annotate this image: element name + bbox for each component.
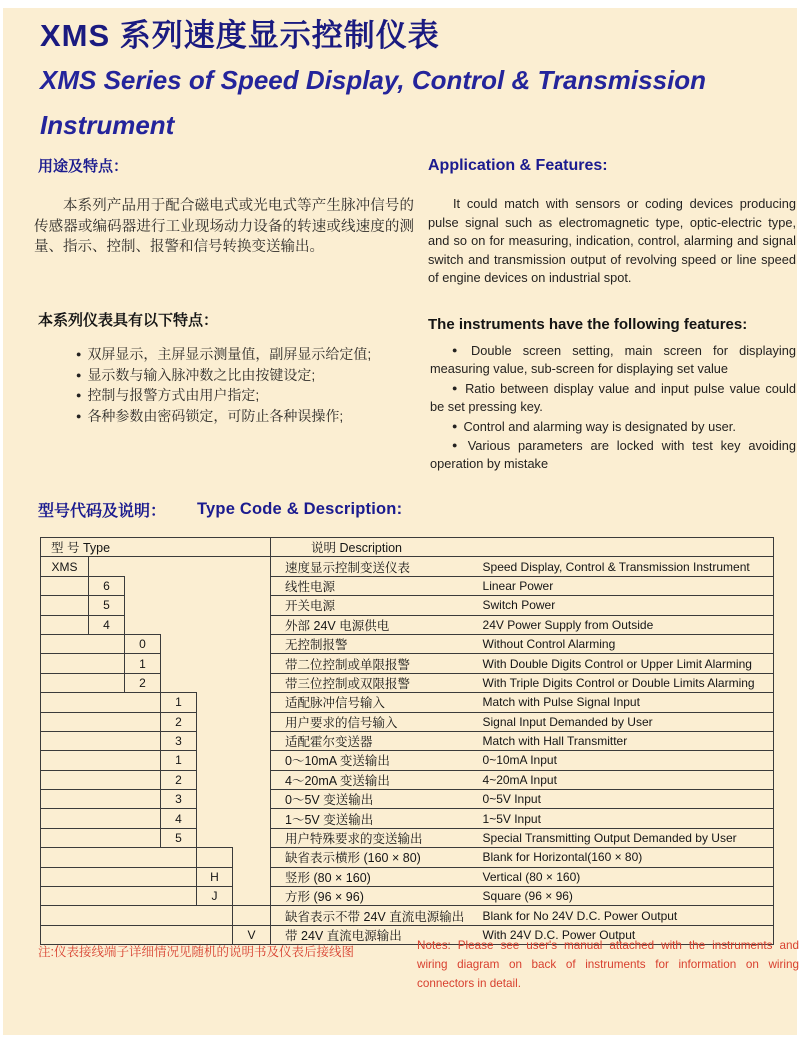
description-zh-cell: 缺省表示横形 (160 × 80) [271,848,481,867]
feature-item-zh [76,385,416,406]
type-table-header-row [41,538,774,557]
type-ladder-cell [161,576,197,595]
type-ladder-cell [41,615,89,634]
type-table-row [41,693,774,712]
type-ladder-cell [161,634,197,653]
type-ladder-cell [89,790,125,809]
type-ladder-cell [161,906,197,925]
type-code-table [40,537,774,945]
description-en-cell: 24V Power Supply from Outside [481,615,774,634]
description-en-cell: Match with Pulse Signal Input [481,693,774,712]
type-ladder-cell [125,751,161,770]
description-en-cell: Signal Input Demanded by User [481,712,774,731]
feature-item-text: 显示数与输入脉冲数之比由按键设定; [87,366,316,383]
type-ladder-cell [41,848,89,867]
description-en-cell: With Triple Digits Control or Double Limits Alarming [481,673,774,692]
type-code-cell: 2 [161,712,197,731]
type-ladder-cell [89,712,125,731]
type-ladder-cell [41,828,89,847]
description-column-header: 说明 Description [271,538,774,557]
bullet-icon: ● [452,420,458,431]
type-ladder-cell [233,557,271,576]
type-ladder-cell [89,867,125,886]
type-ladder-cell [125,731,161,750]
description-zh-cell: 缺省表示不带 24V 直流电源输出 [271,906,481,925]
type-ladder-cell [89,557,125,576]
type-ladder-cell [125,557,161,576]
description-en-cell: 1~5V Input [481,809,774,828]
type-ladder-cell [233,790,271,809]
type-code-cell: 0 [125,634,161,653]
description-en-cell: With 24V D.C. Power Output [481,925,774,944]
description-en-cell: Speed Display, Control & Transmission Instrument [481,557,774,576]
features-heading-en: The instruments have the following features: [428,316,748,333]
type-ladder-cell [41,654,89,673]
type-ladder-cell [125,596,161,615]
type-code-cell: 1 [161,693,197,712]
feature-item-zh [76,365,416,386]
type-ladder-cell [125,790,161,809]
type-ladder-cell [161,887,197,906]
description-en-cell: Blank for No 24V D.C. Power Output [481,906,774,925]
type-table-row [41,790,774,809]
type-code-cell: XMS [41,557,89,576]
type-ladder-cell [89,809,125,828]
type-ladder-cell [41,751,89,770]
note-zh: 注:仪表接线端子详细情况见随机的说明书及仪表后接线图 [38,945,354,959]
feature-item-zh [76,406,416,427]
bullet-icon: ● [76,349,82,359]
type-table-row [41,654,774,673]
type-ladder-cell [125,576,161,595]
page-title-zh: XMS 系列速度显示控制仪表 [40,18,440,53]
type-ladder-cell [233,634,271,653]
type-ladder-cell [41,634,89,653]
type-ladder-cell [233,809,271,828]
type-ladder-cell [125,848,161,867]
type-ladder-cell [197,809,233,828]
type-ladder-cell [233,615,271,634]
type-ladder-cell [161,557,197,576]
type-ladder-cell [125,887,161,906]
type-code-cell: 2 [125,673,161,692]
type-ladder-cell [233,712,271,731]
description-en-cell: Without Control Alarming [481,634,774,653]
description-zh-cell: 开关电源 [271,596,481,615]
description-zh-cell: 速度显示控制变送仪表 [271,557,481,576]
type-ladder-cell [233,770,271,789]
type-ladder-cell [41,770,89,789]
description-en-cell: Square (96 × 96) [481,887,774,906]
type-ladder-cell [89,731,125,750]
type-table-row [41,751,774,770]
type-ladder-cell [89,887,125,906]
type-table-row [41,673,774,692]
page-title-en: XMS Series of Speed Display, Control & Transmission Instrument [40,65,707,140]
type-code-cell: 4 [161,809,197,828]
purpose-heading-zh: 用途及特点： [38,158,129,175]
bullet-icon: ● [452,345,466,355]
type-table-row [41,809,774,828]
type-ladder-cell [233,887,271,906]
description-zh-cell: 方形 (96 × 96) [271,887,481,906]
type-ladder-cell [197,731,233,750]
type-ladder-cell [89,654,125,673]
bullet-icon: ● [452,440,462,451]
type-ladder-cell [233,867,271,886]
type-code-cell: 4 [89,615,125,634]
type-ladder-cell [125,867,161,886]
type-ladder-cell [197,615,233,634]
description-zh-cell: 竖形 (80 × 160) [271,867,481,886]
type-code-cell: 2 [161,770,197,789]
type-column-header: 型 号 Type [41,538,271,557]
type-ladder-cell [197,673,233,692]
bullet-icon: ● [76,369,82,380]
type-code-cell [197,848,233,867]
feature-item-zh [76,344,416,365]
type-table-row [41,634,774,653]
typecode-heading-en: Type Code & Description: [197,500,403,518]
type-table-row [41,731,774,750]
description-zh-cell: 带三位控制或双限报警 [271,673,481,692]
type-ladder-cell [89,751,125,770]
type-ladder-cell [125,828,161,847]
description-en-cell: Blank for Horizontal(160 × 80) [481,848,774,867]
description-zh-cell: 带 24V 直流电源输出 [271,925,481,944]
description-zh-cell: 无控制报警 [271,634,481,653]
note-en: Notes: Please see user's manual attached with the instruments and wiring diagram on back of instruments for information on wiring connectors in detail. [417,939,799,990]
typecode-heading-zh: 型号代码及说明： [38,503,167,520]
type-ladder-cell [161,867,197,886]
type-table-row [41,887,774,906]
description-zh-cell: 线性电源 [271,576,481,595]
type-ladder-cell [197,828,233,847]
feature-item-text: 控制与报警方式由用户指定; [87,387,260,404]
feature-item-text: Control and alarming way is designated by user. [463,418,736,434]
type-table-body [41,557,774,945]
type-code-cell: 1 [125,654,161,673]
type-ladder-cell [197,770,233,789]
description-zh-cell: 带二位控制或单限报警 [271,654,481,673]
type-ladder-cell [41,790,89,809]
description-en-cell: 0~5V Input [481,790,774,809]
description-zh-cell: 用户要求的信号输入 [271,712,481,731]
type-ladder-cell [197,634,233,653]
purpose-body-zh: 本系列产品用于配合磁电式或光电式等产生脉冲信号的传感器或编码器进行工业现场动力设备的转速或线速度的测量、指示、控制、报警和信号转换变送输出。 [34,198,414,256]
description-en-cell: 4~20mA Input [481,770,774,789]
type-ladder-cell [161,615,197,634]
type-ladder-cell [233,751,271,770]
type-code-cell: 1 [161,751,197,770]
type-code-cell: J [197,887,233,906]
type-ladder-cell [161,673,197,692]
description-zh-cell: 用户特殊要求的变送输出 [271,828,481,847]
type-ladder-cell [41,712,89,731]
type-ladder-cell [197,790,233,809]
description-en-cell: Vertical (80 × 160) [481,867,774,886]
type-table-row [41,557,774,576]
type-ladder-cell [41,576,89,595]
description-zh-cell: 0～5V 变送输出 [271,790,481,809]
bullet-icon: ● [76,411,82,422]
type-ladder-cell [89,634,125,653]
type-code-cell: 6 [89,576,125,595]
type-ladder-cell [197,906,233,925]
feature-item-en [430,436,796,474]
type-ladder-cell [233,596,271,615]
type-ladder-cell [197,693,233,712]
description-en-cell: Special Transmitting Output Demanded by User [481,828,774,847]
feature-item-en [430,379,796,417]
description-zh-cell: 外部 24V 电源供电 [271,615,481,634]
type-ladder-cell [197,557,233,576]
type-table-row [41,848,774,867]
type-ladder-cell [197,654,233,673]
type-code-cell: V [233,925,271,944]
type-ladder-cell [233,576,271,595]
type-ladder-cell [125,615,161,634]
type-code-cell: H [197,867,233,886]
feature-item-text: 各种参数由密码锁定，可防止各种误操作; [87,408,344,425]
type-table-row [41,596,774,615]
type-ladder-cell [161,596,197,615]
type-ladder-cell [197,751,233,770]
type-code-cell [233,906,271,925]
features-list-zh [76,344,416,427]
type-table-row [41,615,774,634]
type-ladder-cell [161,654,197,673]
bullet-icon: ● [76,390,82,401]
feature-item-text: Various parameters are locked with test key avoiding operation by mistake [430,438,796,472]
type-ladder-cell [233,731,271,750]
type-ladder-cell [125,809,161,828]
type-ladder-cell [41,693,89,712]
type-ladder-cell [89,906,125,925]
description-zh-cell: 1～5V 变送输出 [271,809,481,828]
feature-item-text: Double screen setting, main screen for displaying measuring value, sub-screen for displaying set value [430,343,797,377]
description-zh-cell: 0～10mA 变送输出 [271,751,481,770]
type-ladder-cell [125,712,161,731]
type-ladder-cell [41,596,89,615]
type-table-row [41,906,774,925]
description-en-cell: Match with Hall Transmitter [481,731,774,750]
type-ladder-cell [41,809,89,828]
type-ladder-cell [41,906,89,925]
type-ladder-cell [41,867,89,886]
type-ladder-cell [89,770,125,789]
features-list-en [430,341,796,474]
purpose-body-en: It could match with sensors or coding devices producing pulse signal such as electromagnetic type, optic-electric type, and so on for measuring, indication, control, alarming and signal switch and transmission output of revolving speed or line speed of engine devices on industrial spot. [428,196,796,286]
type-table-row [41,770,774,789]
type-ladder-cell [233,654,271,673]
type-ladder-cell [233,673,271,692]
type-ladder-cell [89,693,125,712]
type-ladder-cell [233,828,271,847]
feature-item-en [430,341,796,379]
description-en-cell: With Double Digits Control or Upper Limit Alarming [481,654,774,673]
type-ladder-cell [41,731,89,750]
description-zh-cell: 4～20mA 变送输出 [271,770,481,789]
type-ladder-cell [233,848,271,867]
description-en-cell: Linear Power [481,576,774,595]
description-en-cell: Switch Power [481,596,774,615]
type-code-cell: 3 [161,790,197,809]
type-code-cell: 5 [89,596,125,615]
features-heading-zh: 本系列仪表具有以下特点： [38,312,219,329]
type-ladder-cell [197,712,233,731]
type-table-row [41,712,774,731]
type-ladder-cell [41,887,89,906]
description-zh-cell: 适配脉冲信号输入 [271,693,481,712]
type-ladder-cell [125,770,161,789]
description-en-cell: 0~10mA Input [481,751,774,770]
type-table-row [41,828,774,847]
type-ladder-cell [89,848,125,867]
type-ladder-cell [197,576,233,595]
purpose-heading-en: Application & Features: [428,157,608,174]
type-ladder-cell [125,906,161,925]
type-ladder-cell [161,848,197,867]
type-table-row [41,576,774,595]
type-ladder-cell [41,673,89,692]
feature-item-text: Ratio between display value and input pulse value could be set pressing key. [430,380,796,415]
description-zh-cell: 适配霍尔变送器 [271,731,481,750]
type-ladder-cell [197,596,233,615]
type-ladder-cell [125,693,161,712]
feature-item-en [430,417,796,436]
bullet-icon: ● [452,382,460,393]
type-ladder-cell [89,828,125,847]
type-ladder-cell [89,673,125,692]
type-code-cell: 3 [161,731,197,750]
type-code-cell: 5 [161,828,197,847]
feature-item-text: 双屏显示，主屏显示测量值，副屏显示给定值; [87,346,372,362]
type-ladder-cell [233,693,271,712]
type-table-row [41,867,774,886]
